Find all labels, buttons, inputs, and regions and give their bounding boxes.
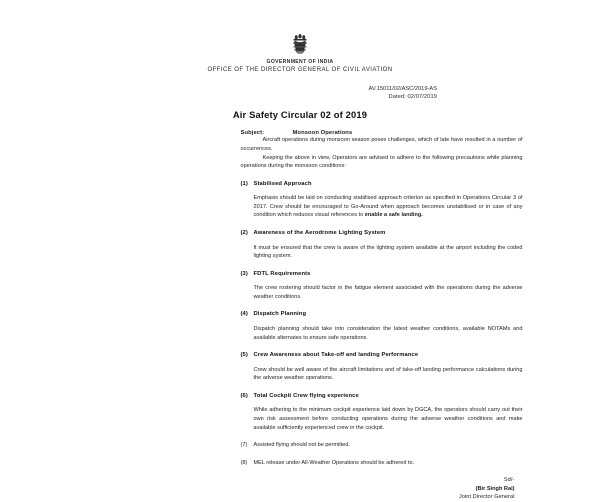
section-number: (3) [240, 270, 248, 277]
section-aerodrome-lighting-system [241, 229, 523, 261]
item-number: (7) [240, 442, 248, 449]
section-paragraph: The crew rostering should factor in the fatigue element associated with the operations during the adverse weather conditions. [253, 285, 523, 300]
section-title: Stabilised Approach [253, 180, 312, 187]
section-number: (5) [240, 352, 248, 359]
section-title: Total Cockpit Crew flying experience [253, 392, 359, 399]
section-heading [241, 180, 523, 188]
office-line: OFFICE OF THE DIRECTOR GENERAL OF CIVIL AVIATION [207, 67, 393, 73]
section-title: Crew Awareness about Take-off and landing Performance [253, 352, 419, 359]
section-heading [241, 351, 523, 359]
section-heading [241, 270, 523, 278]
section-heading [241, 310, 523, 318]
section-body [241, 406, 523, 432]
government-line: GOVERNMENT OF INDIA [266, 59, 334, 65]
india-national-emblem-icon [289, 33, 311, 57]
section-number: (2) [240, 230, 248, 237]
section-body [241, 244, 523, 261]
section-number: (1) [240, 180, 248, 187]
section-fdtl-requirements [241, 270, 523, 302]
section-paragraph: Dispatch planning should take into consideration the latest weather conditions, available NOTAMs and available alternates to ensure safe operations. [253, 325, 523, 341]
section-body [241, 284, 523, 301]
section-number: (4) [240, 311, 248, 318]
section-title: FDTL Requirements [253, 270, 311, 277]
item-mel-release [241, 459, 523, 468]
section-paragraph: Crew should be well aware of the aircraft limitations and of take-off landing performance calculations during the adverse weather operations. [253, 366, 523, 382]
item-assisted-flying [241, 441, 523, 450]
section-paragraph: It must be ensured that the crew is aware of the lighting system available at the airport including the coded lighting system. [253, 244, 523, 260]
section-dispatch-planning [241, 310, 523, 342]
signature-sd: Sd/- [503, 477, 515, 484]
reference-block [0, 85, 600, 101]
section-body [241, 366, 523, 383]
item-text: MEL release under All-Weather Operations should be adhered to. [253, 459, 415, 466]
section-title: Dispatch Planning [253, 311, 307, 318]
intro-paragraph-2: Keeping the above in view, Operators are advised to adhere to the following precautions while planning operations during the monsoon conditions: [240, 154, 523, 170]
document-title: Air Safety Circular 02 of 2019 [232, 109, 368, 121]
signature-block [241, 476, 523, 501]
section-total-cockpit-crew-experience [241, 392, 523, 432]
section-heading [241, 392, 523, 400]
section-paragraph: While adhering to the minimum cockpit experience laid down by DGCA, the operators should carry out their own risk assessment before conducting operations during the adverse weather conditions and make available sufficiently experienced crew in the cockpit. [253, 407, 523, 431]
document-date: Dated: 02/07/2019 [388, 94, 437, 101]
signatory-name: (Bir Singh Rai) [475, 485, 515, 492]
intro-paragraph-1: Aircraft operations during monsoon season poses challenges, which of late have resulted in a number of occurrences. [240, 137, 523, 152]
section-body [241, 194, 523, 220]
section-heading [241, 229, 523, 237]
section-number: (6) [240, 392, 248, 399]
file-number: AV.15011/02/ASC/2019-AS [368, 86, 437, 92]
letterhead [0, 0, 600, 74]
section-body [241, 325, 523, 342]
section-title: Awareness of the Aerodrome Lighting System [253, 230, 386, 237]
subject-value: Monsoon Operations [292, 130, 353, 137]
item-text: Assisted flying should not be permitted. [253, 442, 351, 449]
subject-label: Subject: [240, 130, 265, 137]
section-paragraph-text: Emphasis should be laid on conducting stabilised approach criterion as specified in Operations Circular 3 of 2017. Crew should be encouraged to Go-Around when approach becomes unstabilised or in case of any condition which reduces visual references to [253, 195, 523, 219]
section-stabilised-approach [241, 180, 523, 220]
section-paragraph-emphasis: enable a safe landing. [364, 212, 423, 219]
item-number: (8) [240, 459, 248, 466]
signatory-designation: Joint Director General [458, 494, 515, 501]
section-paragraph [254, 194, 523, 220]
document-body [78, 130, 523, 501]
section-crew-awareness-performance [241, 351, 523, 383]
